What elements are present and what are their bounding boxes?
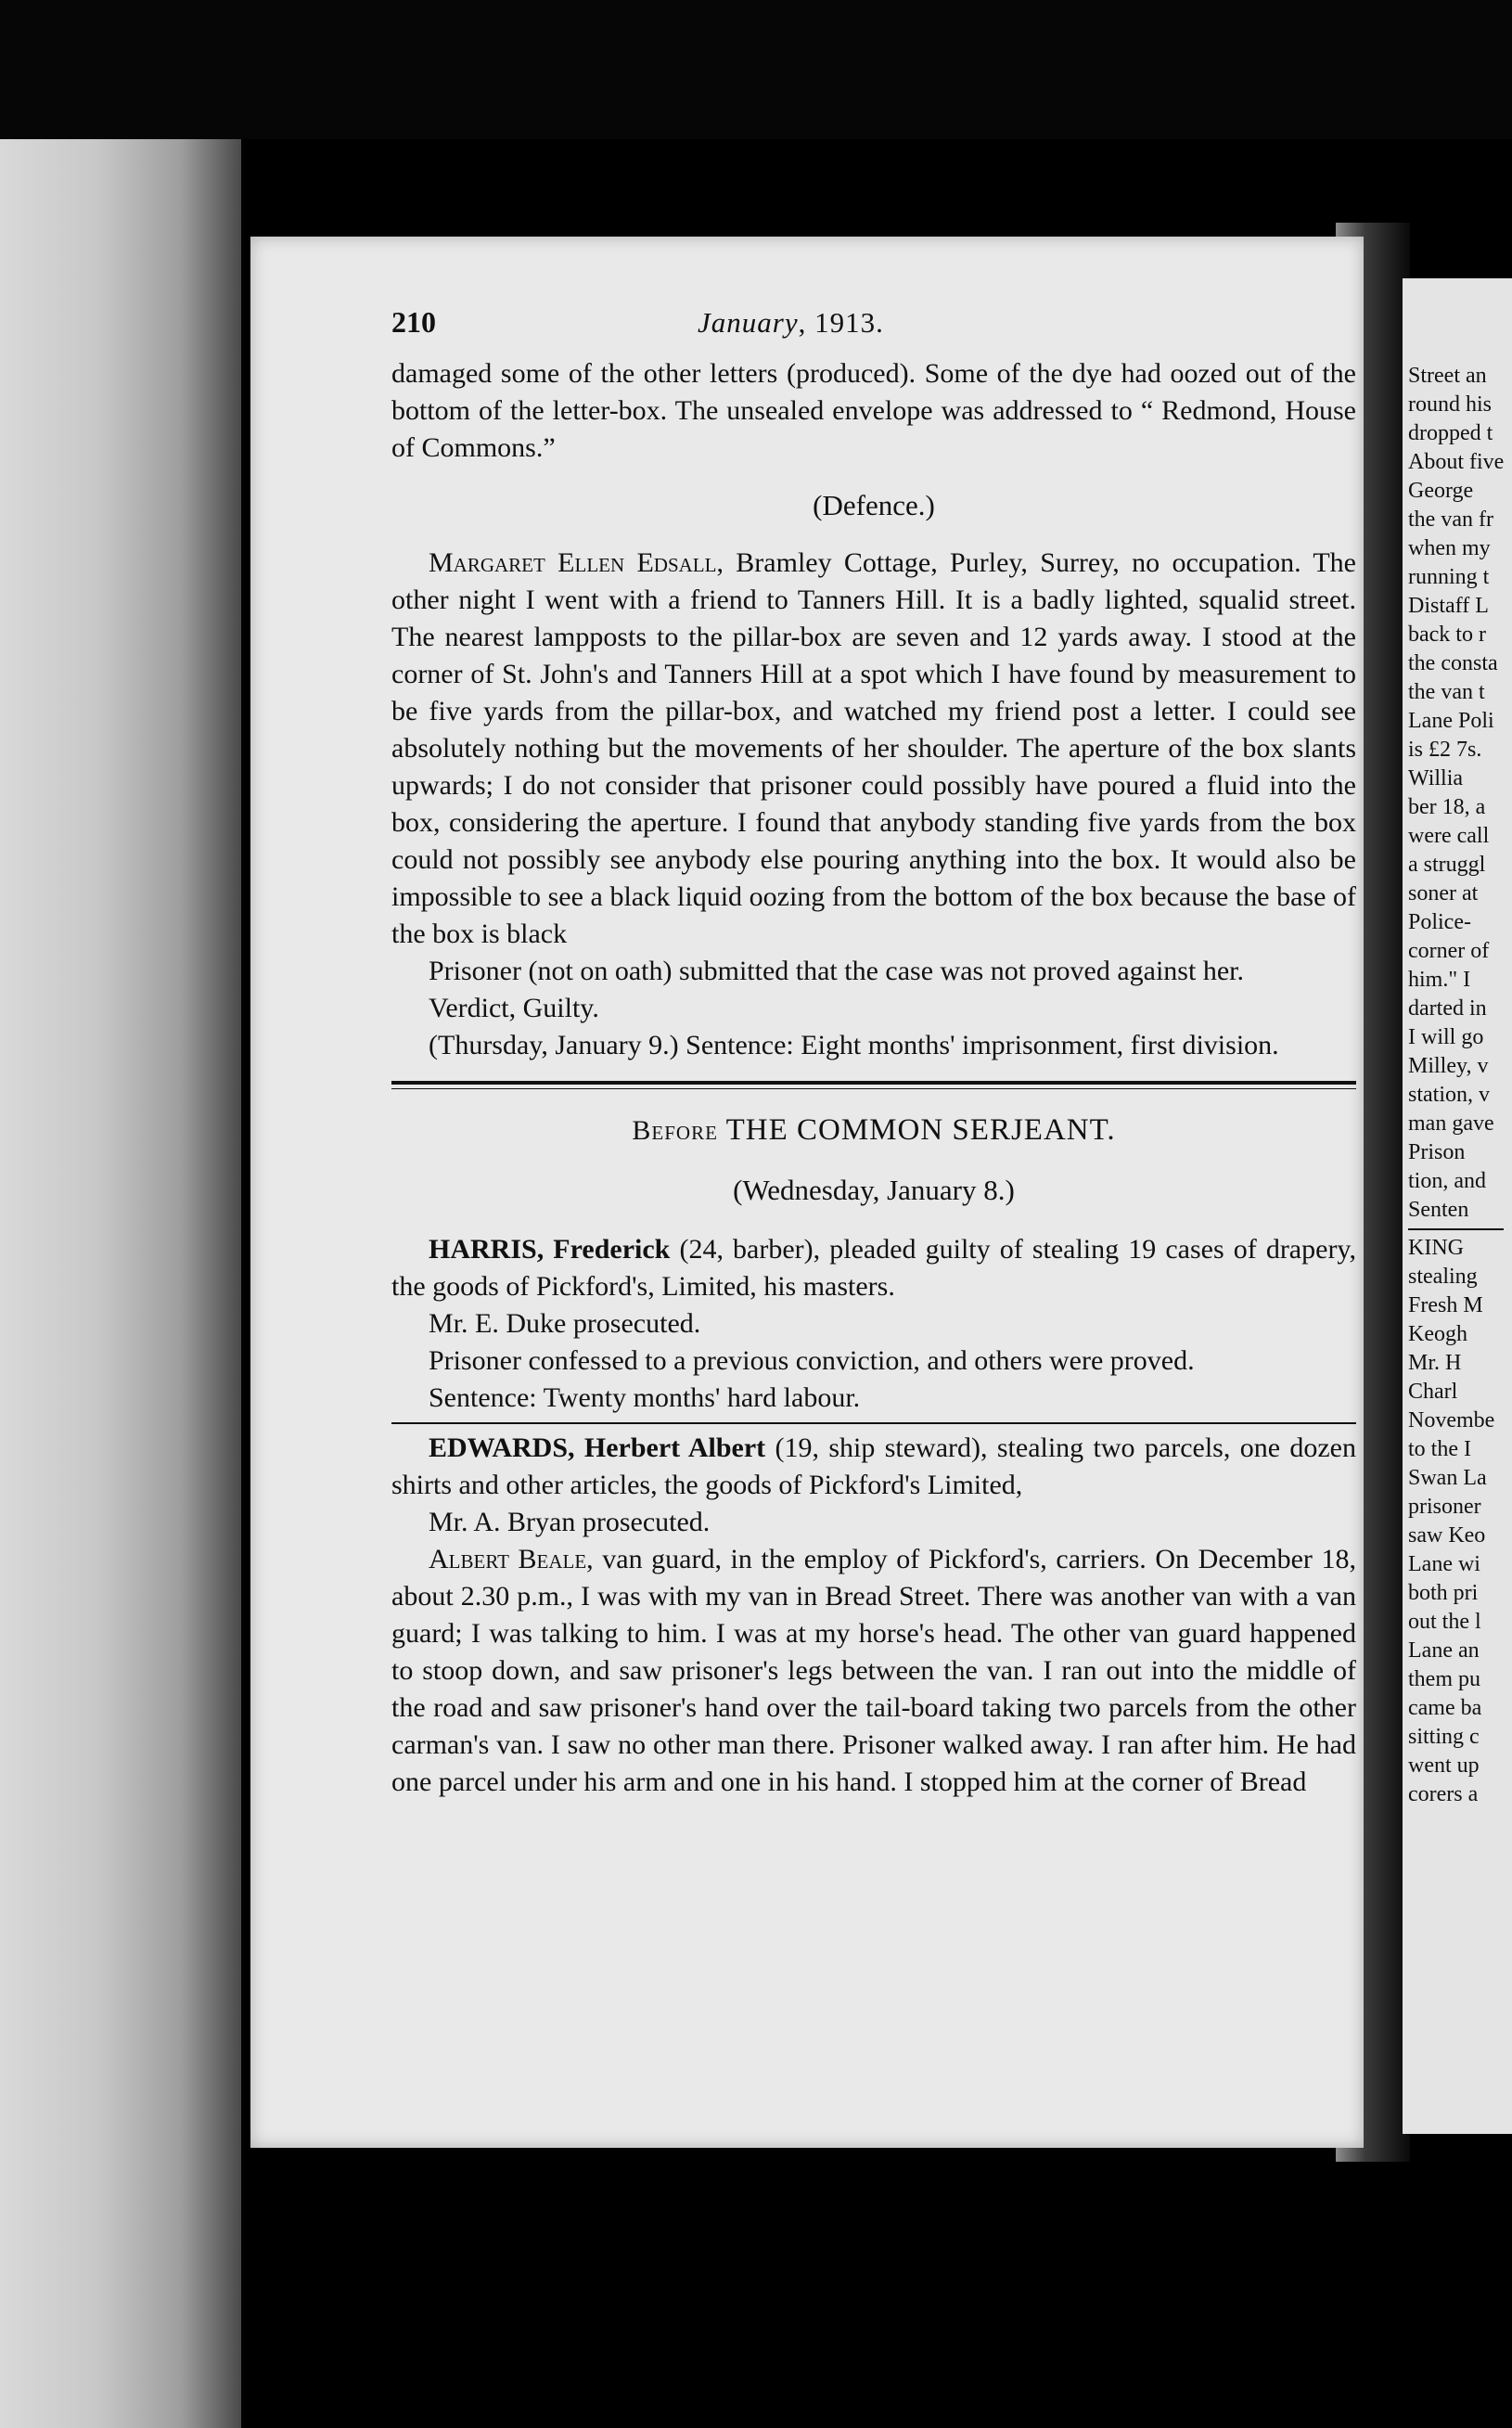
edwards-prosecutor: Mr. A. Bryan prosecuted.: [429, 1507, 711, 1537]
harris-case: [391, 1231, 1356, 1305]
paragraph-beale: [391, 1541, 1356, 1801]
facing-page-line: man gave: [1408, 1111, 1494, 1136]
facing-page-line: went up: [1408, 1754, 1480, 1778]
facing-page-line: the van fr: [1408, 507, 1493, 532]
facing-page-line: both pri: [1408, 1581, 1479, 1605]
facing-page-line: sitting c: [1408, 1725, 1480, 1749]
facing-page-line: corers a: [1408, 1782, 1479, 1806]
defence-heading: (Defence.): [813, 489, 935, 521]
facing-page-line: Lane an: [1408, 1638, 1480, 1663]
witness-name-edsall: Margaret Ellen Edsall,: [429, 547, 724, 578]
facing-page-line: dropped t: [1408, 421, 1493, 445]
facing-page-line: came ba: [1408, 1696, 1482, 1720]
scan-top-border: [0, 0, 1512, 139]
edwards-charge: (19, ship steward), stealing two parcels, one dozen shirts and other articles, the goods of Pickford's Limited,: [391, 1432, 1356, 1500]
facing-page-line: Milley, v: [1408, 1054, 1489, 1078]
facing-page-line: Fresh M: [1408, 1293, 1483, 1317]
facing-page-line: Lane Poli: [1408, 709, 1494, 733]
facing-page-line: George: [1408, 479, 1474, 503]
scan-left-margin: [0, 139, 241, 2428]
page-date-year: , 1913.: [798, 306, 884, 339]
facing-page-line: Street an: [1408, 364, 1487, 388]
court-heading: [391, 1111, 1356, 1150]
facing-page-line: About five: [1408, 450, 1505, 474]
facing-page-line: were call: [1408, 824, 1490, 848]
witness-name-beale: Albert Beale,: [429, 1544, 594, 1574]
facing-page-line: KING: [1408, 1236, 1464, 1260]
facing-page-line: Mr. H: [1408, 1351, 1462, 1375]
facing-page-line: round his: [1408, 392, 1492, 417]
facing-page-line: stealing: [1408, 1265, 1478, 1289]
facing-page-line: the consta: [1408, 651, 1498, 675]
facing-page-line: I will go: [1408, 1025, 1484, 1049]
facing-page-line: to the I: [1408, 1437, 1471, 1461]
facing-page-line: Police-: [1408, 910, 1471, 934]
facing-page-line: Swan La: [1408, 1466, 1487, 1490]
facing-page-line: out the l: [1408, 1610, 1481, 1634]
facing-page-rule: [1408, 1228, 1504, 1230]
facing-page-line: prisoner: [1408, 1495, 1481, 1519]
harris-prosecutor: Mr. E. Duke prosecuted.: [429, 1308, 701, 1339]
paragraph-verdict: Verdict, Guilty.: [429, 993, 599, 1023]
facing-page-line: Senten: [1408, 1198, 1469, 1222]
facing-page-line: the van t: [1408, 680, 1485, 704]
court-date: (Wednesday, January 8.): [733, 1174, 1015, 1206]
defendant-name-harris: HARRIS, Frederick: [429, 1234, 671, 1265]
paragraph-letters: damaged some of the other letters (produced). Some of the dye had oozed out of the bottom of the letter-box. The unsealed envelope was addressed to “ Redmond, House of Commons.”: [391, 358, 1356, 463]
case-divider: [391, 1422, 1356, 1424]
paragraph-edsall: [391, 545, 1356, 953]
court-heading-before: Before: [632, 1115, 718, 1146]
page-content: [391, 303, 1356, 1801]
facing-page-line: running t: [1408, 565, 1490, 589]
edwards-case: [391, 1430, 1356, 1504]
facing-page-line: him." I: [1408, 968, 1471, 992]
facing-page-line: Lane wi: [1408, 1552, 1480, 1576]
paragraph-prisoner-submission: Prisoner (not on oath) submitted that the case was not proved against her.: [429, 956, 1244, 986]
defendant-name-edwards: EDWARDS, Herbert Albert: [429, 1432, 766, 1463]
facing-page: [1403, 278, 1512, 2134]
running-header: [391, 303, 1356, 355]
facing-page-line: corner of: [1408, 939, 1490, 963]
page-date: [698, 304, 884, 341]
paragraph-sentence: (Thursday, January 9.) Sentence: Eight months' imprisonment, first division.: [429, 1030, 1279, 1060]
facing-page-line: them pu: [1408, 1667, 1480, 1691]
court-heading-title: THE COMMON SERJEANT.: [725, 1113, 1116, 1147]
beale-testimony: van guard, in the employ of Pickford's, carriers. On December 18, about 2.30 p.m., I was with my van in Bread Street. There was another van with a van guard; I was talking to him. I was at my horse's head. The other van guard happened to stoop down, and saw prisoner's legs between the van. I ran out into the middle of the road and saw prisoner's hand over the tail-board taking two parcels from the other carman's van. I saw no other man there. Prisoner walked away. I ran after him. He had one parcel under his arm and one in his hand. I stopped him at the corner of Bread: [391, 1544, 1356, 1797]
book-page: [250, 237, 1364, 2148]
facing-page-line: tion, and: [1408, 1169, 1486, 1193]
facing-page-line: station, v: [1408, 1083, 1490, 1107]
facing-page-line: Keogh: [1408, 1322, 1467, 1346]
facing-page-line: back to r: [1408, 623, 1486, 647]
facing-page-line: when my: [1408, 536, 1491, 560]
page-number: 210: [391, 305, 436, 339]
facing-page-line: darted in: [1408, 996, 1487, 1021]
page-date-month: January: [698, 306, 799, 339]
facing-page-line: Distaff L: [1408, 594, 1489, 618]
facing-page-line: a struggl: [1408, 853, 1486, 877]
harris-conviction: Prisoner confessed to a previous conviction, and others were proved.: [429, 1345, 1195, 1376]
harris-charge: (24, barber), pleaded guilty of stealing 19 cases of drapery, the goods of Pickford's, Limited, his masters.: [391, 1234, 1356, 1302]
facing-page-line: Willia: [1408, 766, 1464, 790]
facing-page-line: Prison: [1408, 1140, 1466, 1164]
facing-page-line: is £2 7s.: [1408, 738, 1482, 762]
facing-page-line: Novembe: [1408, 1408, 1495, 1432]
facing-page-line: saw Keo: [1408, 1523, 1486, 1548]
edsall-testimony: Bramley Cottage, Purley, Surrey, no occupation. The other night I went with a friend to Tanners Hill. It is a badly lighted, squalid street. The nearest lampposts to the pillar-box are seven and 12 yards away. I stood at the corner of St. John's and Tanners Hill at a spot which I have found by measurement to be five yards from the pillar-box, and watched my friend post a letter. I could see absolutely nothing but the movements of her shoulder. The aperture of the box slants upwards; I do not consider that prisoner could possibly have poured a fluid into the box, considering the aperture. I found that anybody standing five yards from the box could not possibly see anybody else pouring anything into the box. It would also be impossible to see a black liquid oozing from the bottom of the box because the base of the box is black: [391, 547, 1356, 949]
harris-sentence: Sentence: Twenty months' hard labour.: [429, 1382, 861, 1413]
facing-page-line: ber 18, a: [1408, 795, 1486, 819]
facing-page-line: Charl: [1408, 1380, 1458, 1404]
facing-page-line: soner at: [1408, 881, 1479, 906]
section-divider: [391, 1081, 1356, 1089]
facing-page-text: [1408, 362, 1504, 1809]
